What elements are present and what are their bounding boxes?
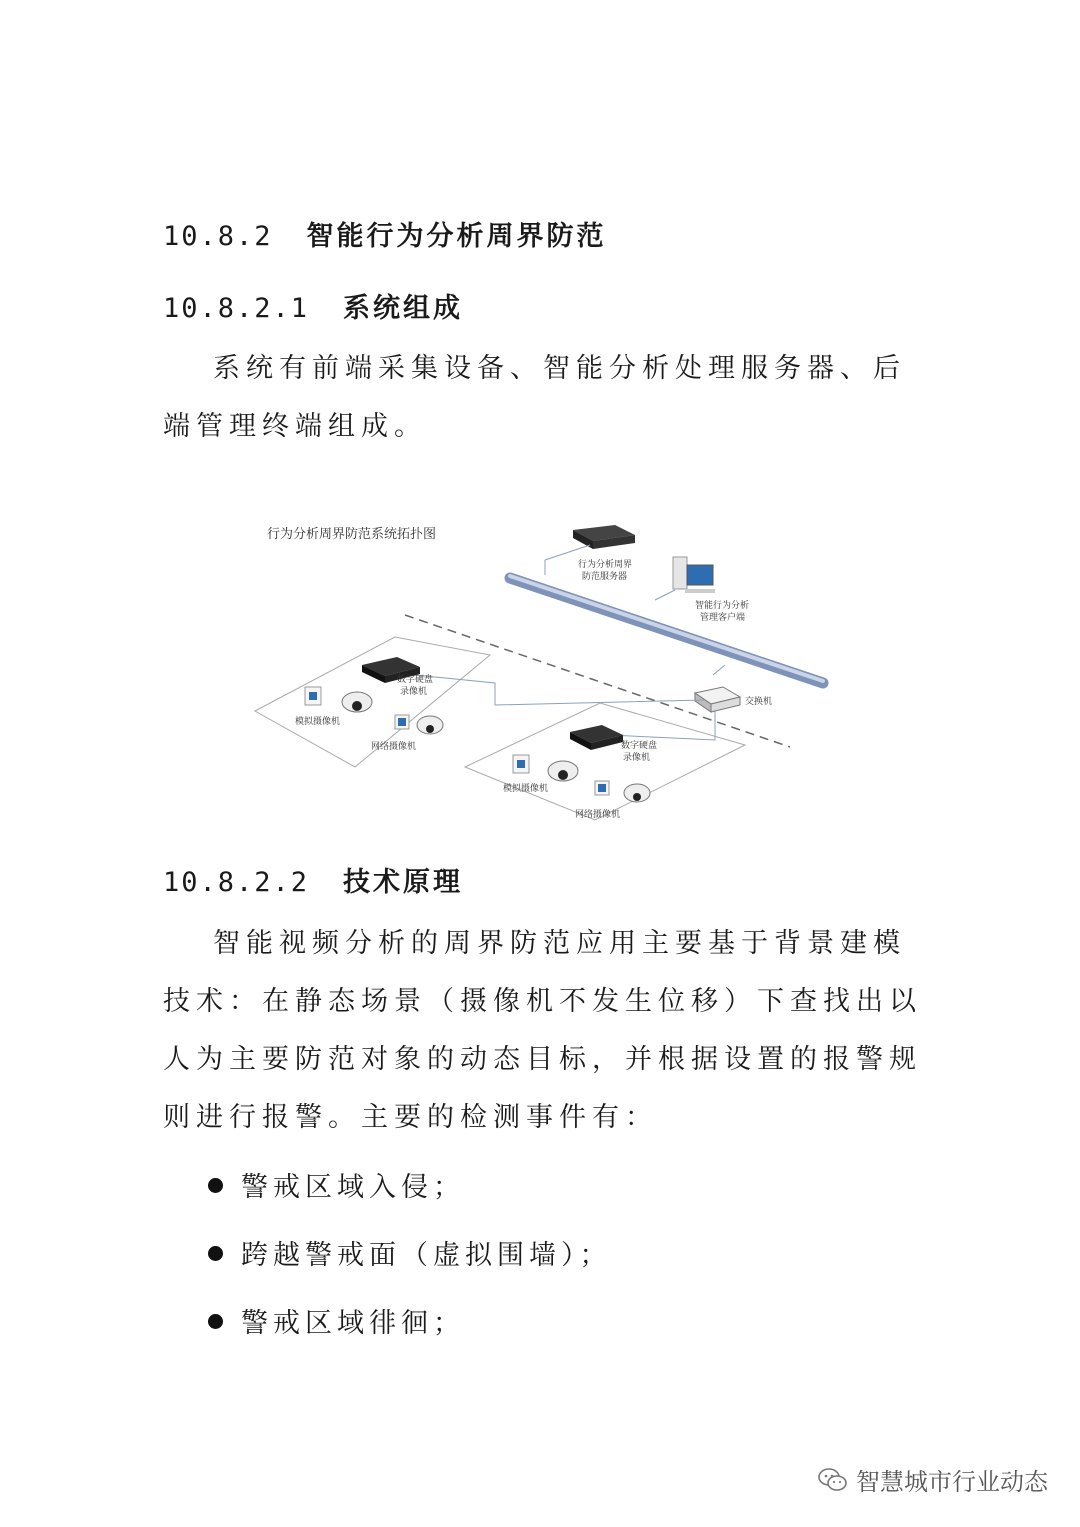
topology-diagram bbox=[245, 505, 845, 835]
section-heading-1 bbox=[163, 214, 607, 253]
bullet-text: 警戒区域入侵； bbox=[241, 1172, 465, 1203]
client-label-line1: 智能行为分析 bbox=[695, 601, 750, 611]
principle-paragraph: 智能视频分析的周界防范应用主要基于背景建模技术：在静态场景（摄像机不发生位移）下查找出以人为主要防范对象的动态目标，并根据设置的报警规则进行报警。主要的检测事件有： bbox=[163, 928, 922, 1133]
section-number: 10.8.2.2 bbox=[163, 867, 310, 898]
network-switch bbox=[695, 665, 740, 712]
switch-label: 交换机 bbox=[745, 697, 773, 707]
bullet-dot-icon bbox=[208, 1178, 223, 1193]
bullet-item bbox=[208, 1233, 612, 1272]
section-title: 系统组成 bbox=[343, 293, 464, 324]
dvr-1-label-line2: 录像机 bbox=[400, 687, 428, 697]
network-camera-1-label: 网络摄像机 bbox=[371, 742, 417, 752]
section-title: 技术原理 bbox=[343, 867, 464, 898]
analog-camera-1-label: 模拟摄像机 bbox=[295, 717, 341, 727]
bullet-item bbox=[208, 1301, 465, 1340]
site-zone-2 bbox=[465, 703, 745, 820]
watermark bbox=[818, 1462, 1048, 1497]
section-heading-3 bbox=[163, 860, 463, 899]
analog-camera-1 bbox=[305, 687, 372, 712]
bullet-item bbox=[208, 1165, 465, 1204]
network-camera-2 bbox=[595, 781, 650, 802]
server-label-line2: 防范服务器 bbox=[582, 572, 628, 582]
network-camera-2-label: 网络摄像机 bbox=[575, 810, 621, 820]
section-number: 10.8.2 bbox=[163, 221, 273, 252]
dvr-1-label-line1: 数字硬盘 bbox=[397, 675, 434, 685]
section-number: 10.8.2.1 bbox=[163, 293, 310, 324]
analog-camera-2-label: 模拟摄像机 bbox=[503, 784, 549, 794]
section-heading-2 bbox=[163, 286, 463, 325]
client-workstation bbox=[655, 557, 715, 600]
bullet-dot-icon bbox=[208, 1246, 223, 1261]
dvr-2 bbox=[570, 725, 623, 750]
client-label-line2: 管理客户端 bbox=[700, 613, 746, 623]
bullet-text: 警戒区域徘徊； bbox=[241, 1308, 465, 1339]
server-label-line1: 行为分析周界 bbox=[578, 560, 633, 570]
section-title: 智能行为分析周界防范 bbox=[306, 221, 607, 252]
network-camera-1 bbox=[395, 715, 443, 734]
dvr-2-label-line1: 数字硬盘 bbox=[621, 741, 658, 751]
analog-camera-2 bbox=[513, 755, 578, 781]
composition-paragraph: 系统有前端采集设备、智能分析处理服务器、后端管理终端组成。 bbox=[163, 353, 906, 442]
bullet-text: 跨越警戒面（虚拟围墙）； bbox=[241, 1240, 612, 1271]
dvr-2-label-line2: 录像机 bbox=[623, 753, 651, 763]
wechat-icon bbox=[818, 1467, 848, 1493]
bullet-dot-icon bbox=[208, 1314, 223, 1329]
diagram-title: 行为分析周界防范系统拓扑图 bbox=[267, 527, 437, 542]
watermark-text: 智慧城市行业动态 bbox=[856, 1468, 1048, 1496]
